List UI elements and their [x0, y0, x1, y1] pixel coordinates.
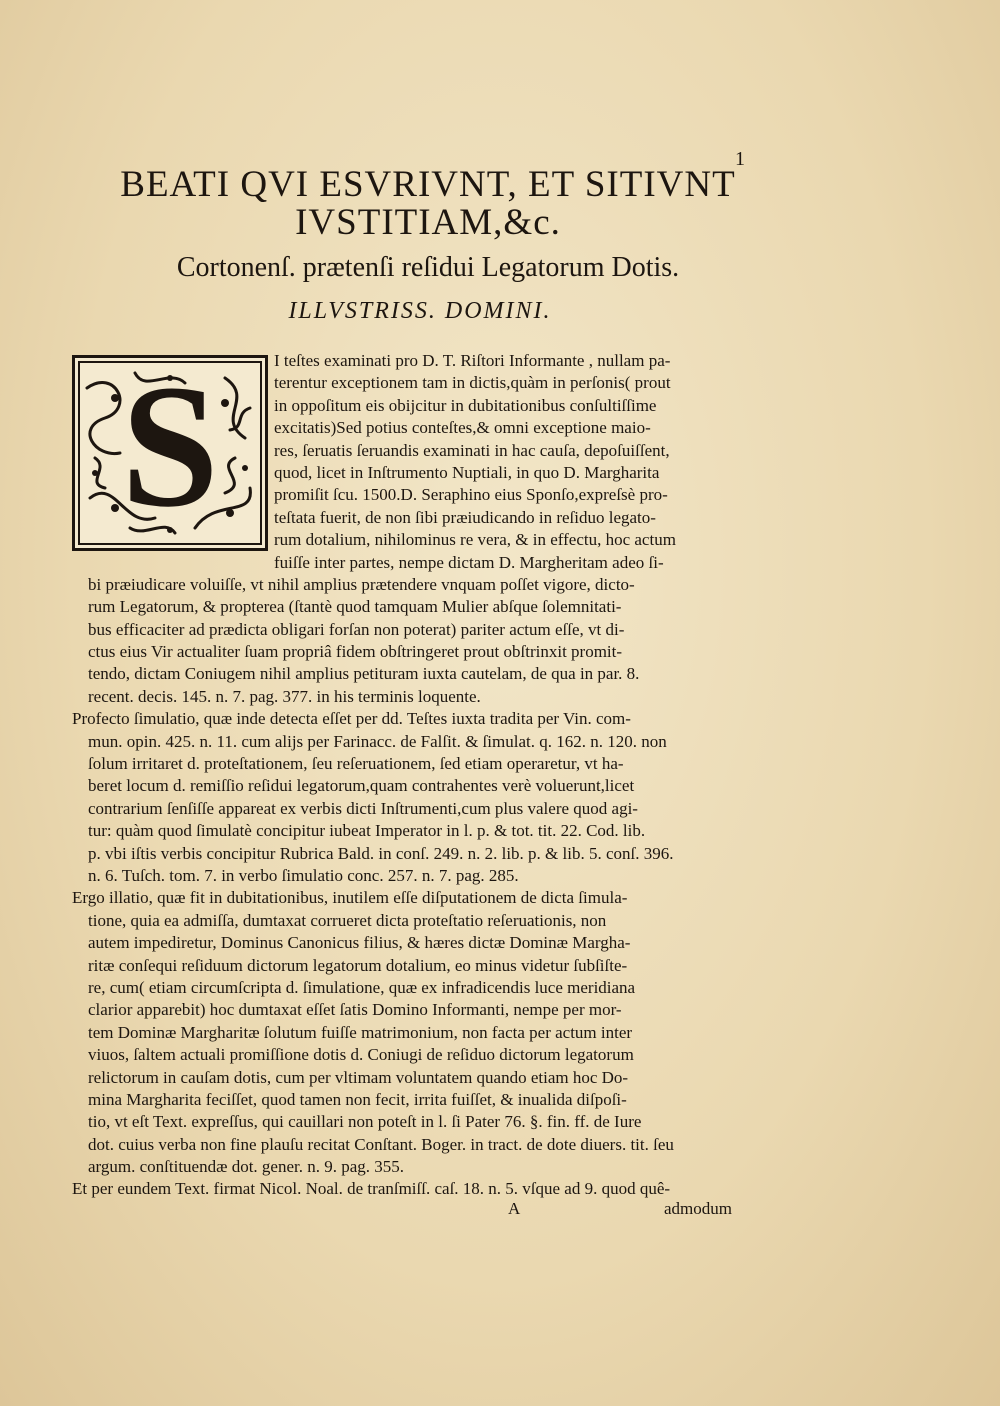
- title-line-2: IVSTITIAM,&c.: [295, 202, 561, 243]
- text-line: in oppoſitum eis obijcitur in dubitationibus conſultiſſime: [274, 395, 657, 415]
- text-line: rum Legatorum, & propterea (ſtantè quod tamquam Mulier abſque ſolemnitati-: [88, 597, 622, 617]
- text-line: res, ſeruatis ſeruandis examinati in hac cauſa, depoſuiſſent,: [274, 440, 670, 460]
- text-line: Profecto ſimulatio, quæ inde detecta eſſet per dd. Teſtes iuxta tradita per Vin. com-: [72, 709, 631, 729]
- page-number: 1: [735, 148, 745, 170]
- text-line: tione, quia ea admiſſa, dumtaxat corrueret dicta proteſtatio reſeruationis, non: [88, 910, 607, 930]
- title-line-1: BEATI QVI ESVRIVNT, ET SITIVNT: [120, 164, 736, 205]
- text-line: fuiſſe inter partes, nempe dictam D. Margheritam adeo ſi-: [274, 552, 664, 572]
- text-line: bus efficaciter ad prædicta obligari forſan non poterat) pariter actum eſſe, vt di-: [88, 619, 625, 639]
- text-line: viuos, ſaltem actuali promiſſione dotis d. Coniugi de reſiduo dictorum legatorum: [88, 1045, 634, 1065]
- text-line: relictorum in cauſam dotis, cum per vltimam voluntatem quando etiam hoc Do-: [88, 1067, 629, 1087]
- text-line: tur: quàm quod ſimulatè concipitur iubeat Imperator in l. p. & tot. tit. 22. Cod. lib.: [88, 821, 646, 841]
- text-line: ritæ conſequi reſiduum dictorum legatorum dotalium, eo minus videtur ſubſiſte-: [88, 955, 628, 975]
- text-line: n. 6. Tuſch. tom. 7. in verbo ſimulatio conc. 257. n. 7. pag. 285.: [88, 865, 519, 885]
- text-line: mina Margharita feciſſet, quod tamen non fecit, irrita fuiſſet, & inualida diſpoſi-: [88, 1089, 627, 1109]
- signature-mark: A: [508, 1199, 521, 1218]
- text-line: rum dotalium, nihilominus re vera, & in effectu, hoc actum: [274, 530, 676, 550]
- text-line: teſtata fuerit, de non ſibi præiudicando in reſiduo legato-: [274, 507, 656, 527]
- text-line: argum. conſtituendæ dot. gener. n. 9. pag. 355.: [88, 1157, 405, 1177]
- text-line: autem impediretur, Dominus Canonicus filius, & hæres dictæ Dominæ Margha-: [88, 933, 631, 953]
- text-line: re, cum( etiam circumſcripta d. ſimulatione, quæ ex infradicendis luce meridiana: [88, 977, 636, 997]
- text-line: beret locum d. remiſſio reſidui legatorum,quam contrahentes verè voluerunt,licet: [88, 776, 635, 796]
- text-line: dot. cuius verba non fine plauſu recitat Conſtant. Boger. in tract. de dote diuers. tit. ſeu: [88, 1134, 674, 1154]
- text-line: contrarium ſenſiſſe appareat ex verbis dicti Inſtrumenti,cum plus valere quod agi-: [88, 798, 638, 818]
- text-line: clarior apparebit) hoc dumtaxat eſſet ſatis Domino Informanti, nempe per mor-: [88, 1000, 622, 1020]
- text-line: tendo, dictam Coniugem nihil amplius petituram iuxta cautelam, de qua in par. 8.: [88, 664, 640, 684]
- text-line: tio, vt eſt Text. expreſſus, qui cauillari non poteſt in l. ſi Pater 76. §. fin. ff. de Iure: [88, 1112, 642, 1132]
- address-line: ILLVSTRISS. DOMINI.: [288, 298, 552, 324]
- text-line: Ergo illatio, quæ fit in dubitationibus, inutilem eſſe diſputationem de dicta ſimula-: [72, 888, 628, 908]
- body-text: [72, 350, 772, 1201]
- page-footer: [72, 1199, 772, 1221]
- initial-letter: S: [121, 349, 219, 544]
- text-line: promiſit ſcu. 1500.D. Seraphino eius Sponſo,expreſsè pro-: [274, 485, 668, 505]
- text-line: terentur exceptionem tam in dictis,quàm in perſonis( prout: [274, 373, 671, 393]
- text-line: quod, licet in Inſtrumento Nuptiali, in quo D. Margharita: [274, 462, 660, 482]
- catchword: admodum: [664, 1199, 732, 1218]
- text-line: ſolum irritaret d. proteſtationem, ſeu reſeruationem, ſed etiam operaretur, vt ha-: [88, 754, 624, 774]
- text-line: ctus eius Vir actualiter ſuam propriâ fidem obſtringeret prout obſtrinxit promit-: [88, 642, 623, 662]
- text-line: Et per eundem Text. firmat Nicol. Noal. de tranſmiſſ. caſ. 18. n. 5. vſque ad 9. quod quê-: [72, 1179, 671, 1199]
- case-subtitle: Cortonenſ. prætenſi reſidui Legatorum Dotis.: [176, 252, 680, 283]
- text-line: bi præiudicare voluiſſe, vt nihil amplius prætendere vnquam poſſet vigore, dicto-: [88, 574, 635, 594]
- text-line: excitatis)Sed potius conteſtes,& omni exceptione maio-: [274, 418, 651, 438]
- text-line: I teſtes examinati pro D. T. Riſtori Informante , nullam pa-: [274, 351, 671, 370]
- text-line: p. vbi iſtis verbis concipitur Rubrica Bald. in conſ. 249. n. 2. lib. p. & lib. 5. conſ. 396.: [88, 843, 674, 863]
- text-line: tem Dominæ Margharitæ ſolutum fuiſſe matrimonium, non facta per actum inter: [88, 1022, 633, 1042]
- title-heading: [118, 166, 738, 242]
- text-line: recent. decis. 145. n. 7. pag. 377. in his terminis loquente.: [88, 686, 481, 706]
- text-line: mun. opin. 425. n. 11. cum alijs per Farinacc. de Falſit. & ſimulat. q. 162. n. 120. non: [88, 731, 667, 751]
